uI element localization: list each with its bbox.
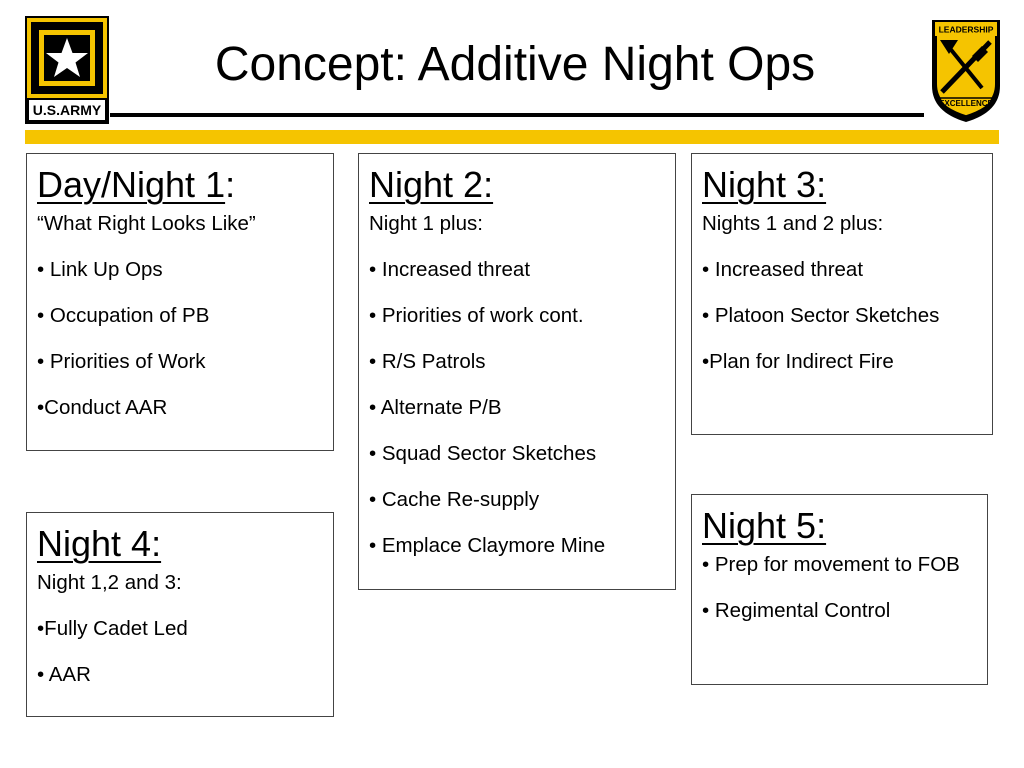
svg-text:U.S.ARMY: U.S.ARMY — [32, 102, 102, 118]
gold-divider-bar — [25, 130, 999, 144]
list-item: • Link Up Ops — [37, 258, 163, 281]
list-item: • AAR — [37, 663, 91, 686]
list-item: •Conduct AAR — [37, 396, 168, 419]
rotc-shield-logo — [928, 16, 1004, 124]
list-item: • R/S Patrols — [369, 350, 486, 373]
list-item: • Regimental Control — [702, 599, 891, 622]
list-item: • Platoon Sector Sketches — [702, 304, 940, 327]
list-item: “What Right Looks Like” — [37, 212, 256, 235]
night-2-box — [358, 153, 676, 590]
box-heading: Night 3: — [702, 164, 827, 205]
list-item: Night 1 plus: — [369, 212, 483, 235]
box-heading: Night 5: — [702, 505, 827, 546]
list-item: • Prep for movement to FOB — [702, 553, 960, 576]
svg-text:LEADERSHIP: LEADERSHIP — [938, 24, 994, 35]
list-item: •Fully Cadet Led — [37, 617, 188, 640]
list-item: • Priorities of work cont. — [369, 304, 584, 327]
list-item: • Emplace Claymore Mine — [369, 534, 606, 557]
list-item: • Priorities of Work — [37, 350, 206, 373]
list-item: • Occupation of PB — [37, 304, 210, 327]
slide-title: Concept: Additive Night Ops — [214, 38, 816, 91]
us-army-logo — [25, 16, 109, 124]
list-item: • Increased threat — [369, 258, 531, 281]
list-item: • Cache Re-supply — [369, 488, 540, 511]
day-night-1-box — [26, 153, 334, 451]
list-item: Nights 1 and 2 plus: — [702, 212, 884, 235]
night-5-box — [691, 494, 988, 685]
title-underline — [110, 113, 924, 117]
box-heading: Night 4: — [37, 523, 162, 564]
svg-text:EXCELLENCE: EXCELLENCE — [939, 99, 993, 108]
list-item: • Alternate P/B — [369, 396, 502, 419]
list-item: • Increased threat — [702, 258, 864, 281]
box-heading: Day/Night 1: — [37, 164, 236, 205]
night-4-box — [26, 512, 334, 717]
night-3-box — [691, 153, 993, 435]
list-item: • Squad Sector Sketches — [369, 442, 597, 465]
box-heading: Night 2: — [369, 164, 494, 205]
list-item: Night 1,2 and 3: — [37, 571, 182, 594]
list-item: •Plan for Indirect Fire — [702, 350, 894, 373]
